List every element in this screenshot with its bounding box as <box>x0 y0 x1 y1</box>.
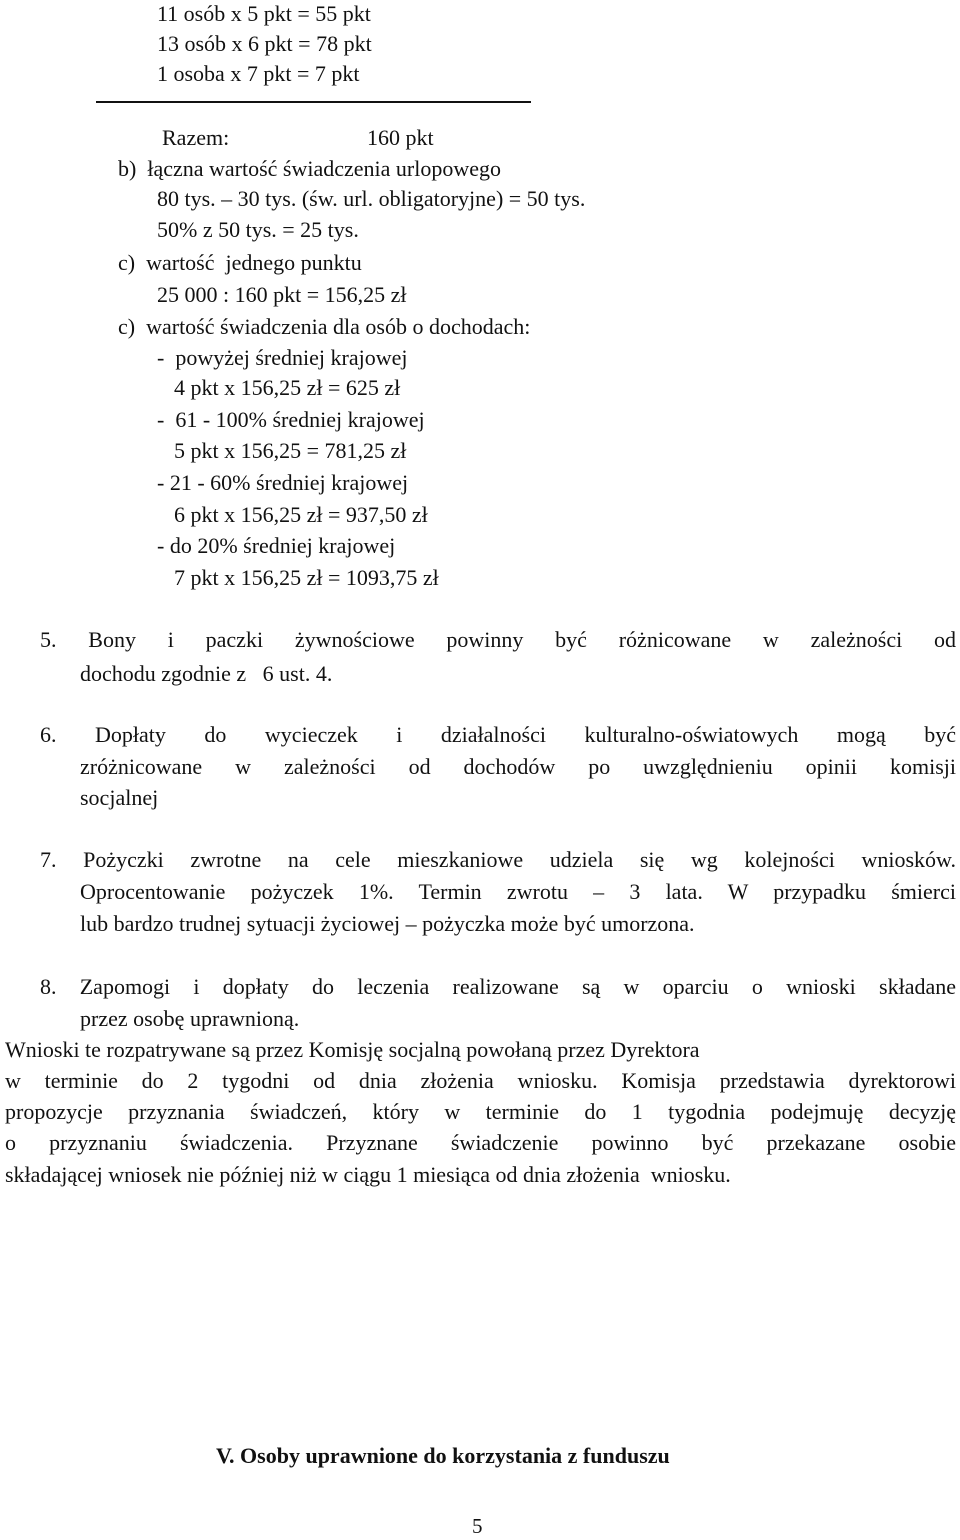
item-c-line: 25 000 : 160 pkt = 156,25 zł <box>157 282 407 307</box>
item-c2-line: 5 pkt x 156,25 = 781,25 zł <box>174 438 407 463</box>
item-b-line: 50% z 50 tys. = 25 tys. <box>157 217 359 242</box>
item-c2-line: 4 pkt x 156,25 zł = 625 zł <box>174 375 401 400</box>
section-heading: V. Osoby uprawnione do korzystania z funduszu <box>216 1443 670 1468</box>
item-c2-line: - powyżej średniej krajowej <box>157 345 408 370</box>
body-paragraph-line: propozycje przyznania świadczeń, który w terminie do 1 tygodnia podejmuję decyzję <box>5 1099 956 1124</box>
paragraph-6-line: 6. Dopłaty do wycieczek i działalności kulturalno-oświatowych mogą być <box>40 722 956 747</box>
paragraph-7-line: 7. Pożyczki zwrotne na cele mieszkaniowe udziela się wg kolejności wniosków. <box>40 847 956 872</box>
item-c2-line: - do 20% średniej krajowej <box>157 533 396 558</box>
paragraph-5-line: 5. Bony i paczki żywnościowe powinny być różnicowane w zależności od <box>40 627 956 652</box>
paragraph-7-line: lub bardzo trudnej sytuacji życiowej – pożyczka może być umorzona. <box>80 911 695 936</box>
item-c-line: c) wartość jednego punktu <box>118 250 362 275</box>
total-label: Razem: <box>162 125 230 150</box>
body-paragraph-line: składającej wniosek nie później niż w ciągu 1 miesiąca od dnia złożenia wniosku. <box>5 1162 731 1187</box>
body-paragraph-line: o przyznaniu świadczenia. Przyznane świadczenie powinno być przekazane osobie <box>5 1130 956 1155</box>
paragraph-5-line: dochodu zgodnie z 6 ust. 4. <box>80 661 333 686</box>
item-b-line: b) łączna wartość świadczenia urlopowego <box>118 156 502 181</box>
item-c2-line: 6 pkt x 156,25 zł = 937,50 zł <box>174 502 428 527</box>
item-c2-line: c) wartość świadczenia dla osób o dochodach: <box>118 314 531 339</box>
paragraph-8-line: przez osobę uprawnioną. <box>80 1006 300 1031</box>
calc-line: 11 osób x 5 pkt = 55 pkt <box>157 1 371 26</box>
calc-line: 1 osoba x 7 pkt = 7 pkt <box>157 61 360 86</box>
total-value: 160 pkt <box>367 125 434 150</box>
item-b-line: 80 tys. – 30 tys. (św. url. obligatoryjne) = 50 tys. <box>157 186 586 211</box>
paragraph-8-line: 8. Zapomogi i dopłaty do leczenia realizowane są w oparciu o wnioski składane <box>40 974 956 999</box>
calc-line: 13 osób x 6 pkt = 78 pkt <box>157 31 372 56</box>
paragraph-6-line: socjalnej <box>80 785 159 810</box>
sum-rule <box>96 101 531 103</box>
item-c2-line: - 21 - 60% średniej krajowej <box>157 470 409 495</box>
paragraph-7-line: Oprocentowanie pożyczek 1%. Termin zwrotu – 3 lata. W przypadku śmierci <box>80 879 956 904</box>
body-paragraph-line: Wnioski te rozpatrywane są przez Komisję socjalną powołaną przez Dyrektora <box>5 1037 700 1062</box>
paragraph-6-line: zróżnicowane w zależności od dochodów po uwzględnieniu opinii komisji <box>80 754 956 779</box>
body-paragraph-line: w terminie do 2 tygodni od dnia złożenia wniosku. Komisja przedstawia dyrektorowi <box>5 1068 956 1093</box>
item-c2-line: 7 pkt x 156,25 zł = 1093,75 zł <box>174 565 439 590</box>
item-c2-line: - 61 - 100% średniej krajowej <box>157 407 425 432</box>
page-number: 5 <box>472 1514 483 1538</box>
